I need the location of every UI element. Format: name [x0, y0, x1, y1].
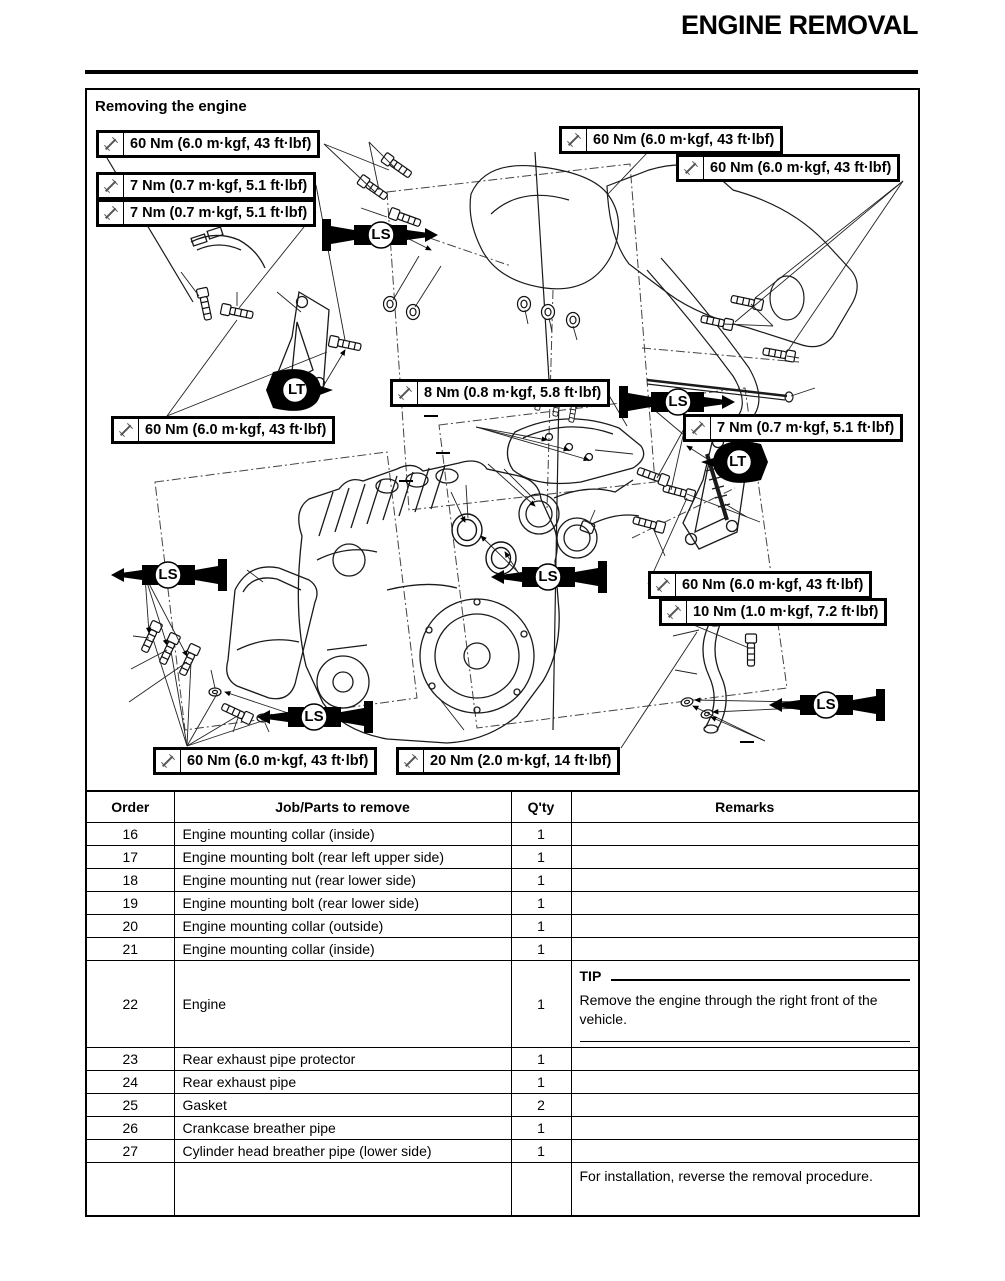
- cell-qty: 1: [511, 1116, 571, 1139]
- grease-ls-label: LS: [816, 696, 836, 714]
- grease-ls-symbol: [109, 557, 227, 593]
- torque-callout-label: 60 Nm (6.0 m·kgf, 43 ft·lbf): [130, 136, 312, 152]
- table-row: [86, 1093, 919, 1116]
- torque-wrench-icon: [393, 382, 418, 404]
- cell-order: 23: [86, 1047, 174, 1070]
- col-header-remarks: Remarks: [571, 791, 919, 823]
- torque-callout-label: 8 Nm (0.8 m·kgf, 5.8 ft·lbf): [424, 385, 602, 401]
- cell-job: Crankcase breather pipe: [174, 1116, 511, 1139]
- cell-qty: 1: [511, 823, 571, 846]
- locking-agent-lt-label: LT: [729, 453, 747, 471]
- torque-callout-label: 60 Nm (6.0 m·kgf, 43 ft·lbf): [187, 753, 369, 769]
- cell-order: 16: [86, 823, 174, 846]
- remarks-text: For installation, reverse the removal procedure.: [579, 1167, 873, 1184]
- tip-text: Remove the engine through the right front of the vehicle.: [579, 992, 878, 1027]
- torque-callout: [559, 126, 783, 154]
- cell-order: 25: [86, 1093, 174, 1116]
- col-header-job: Job/Parts to remove: [174, 791, 511, 823]
- cell-qty: 1: [511, 915, 571, 938]
- section-heading: Removing the engine: [95, 98, 247, 115]
- cell-remarks: [571, 938, 919, 961]
- cell-qty: 1: [511, 961, 571, 1048]
- grease-ls-symbol: [255, 699, 373, 735]
- torque-wrench-icon: [399, 750, 424, 772]
- cell-remarks: [571, 823, 919, 846]
- new-part-badge: [424, 415, 438, 417]
- cell-job: Rear exhaust pipe: [174, 1070, 511, 1093]
- cell-qty: 1: [511, 938, 571, 961]
- cell-order: 27: [86, 1139, 174, 1162]
- page-title: ENGINE REMOVAL: [680, 10, 918, 40]
- cell-qty: [511, 1162, 571, 1216]
- cell-qty: 2: [511, 1093, 571, 1116]
- torque-wrench-icon: [686, 417, 711, 439]
- grease-ls-symbol: [322, 217, 440, 253]
- tip-rule: [611, 979, 910, 981]
- new-part-badge: [740, 741, 754, 743]
- torque-callout-label: 7 Nm (0.7 m·kgf, 5.1 ft·lbf): [130, 205, 308, 221]
- new-part-badge: [399, 480, 413, 482]
- table-row: [86, 938, 919, 961]
- torque-callout-label: 20 Nm (2.0 m·kgf, 14 ft·lbf): [430, 753, 612, 769]
- table-row: [86, 869, 919, 892]
- table-row: [86, 846, 919, 869]
- col-header-qty: Q'ty: [511, 791, 571, 823]
- cell-remarks: [571, 1093, 919, 1116]
- figure-box: [85, 88, 920, 1217]
- tip-title: TIP: [579, 968, 602, 984]
- torque-callout: [96, 130, 320, 158]
- torque-callout: [396, 747, 620, 775]
- cell-qty: 1: [511, 846, 571, 869]
- torque-callout: [390, 379, 610, 407]
- cell-order: 24: [86, 1070, 174, 1093]
- table-row: [86, 823, 919, 846]
- torque-callout: [683, 414, 903, 442]
- table-row: [86, 892, 919, 915]
- grease-ls-label: LS: [538, 568, 558, 586]
- torque-wrench-icon: [156, 750, 181, 772]
- cell-order: 17: [86, 846, 174, 869]
- torque-callout: [96, 199, 316, 227]
- cell-order: 21: [86, 938, 174, 961]
- cell-order: 19: [86, 892, 174, 915]
- cell-qty: 1: [511, 1139, 571, 1162]
- cell-order: [86, 1162, 174, 1216]
- torque-wrench-icon: [114, 419, 139, 441]
- torque-callout-label: 60 Nm (6.0 m·kgf, 43 ft·lbf): [682, 577, 864, 593]
- cell-order: 26: [86, 1116, 174, 1139]
- locking-agent-lt-label: LT: [288, 381, 306, 399]
- cell-qty: 1: [511, 1070, 571, 1093]
- cell-job: Engine: [174, 961, 511, 1048]
- locking-agent-lt-symbol: [261, 364, 335, 416]
- torque-callout: [96, 172, 316, 200]
- torque-wrench-icon: [99, 133, 124, 155]
- table-row: [86, 1116, 919, 1139]
- grease-ls-label: LS: [371, 226, 391, 244]
- grease-ls-label: LS: [158, 566, 178, 584]
- cell-order: 20: [86, 915, 174, 938]
- cell-qty: 1: [511, 1047, 571, 1070]
- cell-remarks: [571, 1047, 919, 1070]
- cell-remarks: [571, 846, 919, 869]
- table-row: [86, 1162, 919, 1216]
- torque-callout: [676, 154, 900, 182]
- torque-callout: [111, 416, 335, 444]
- torque-callout-label: 60 Nm (6.0 m·kgf, 43 ft·lbf): [593, 132, 775, 148]
- torque-callout-label: 7 Nm (0.7 m·kgf, 5.1 ft·lbf): [717, 420, 895, 436]
- cell-job: Rear exhaust pipe protector: [174, 1047, 511, 1070]
- col-header-order: Order: [86, 791, 174, 823]
- cell-remarks: [571, 1139, 919, 1162]
- cell-remarks: [571, 961, 919, 1048]
- grease-ls-label: LS: [668, 393, 688, 411]
- cell-qty: 1: [511, 892, 571, 915]
- table-header-row: [86, 791, 919, 823]
- cell-job: Engine mounting collar (inside): [174, 823, 511, 846]
- table-row: [86, 1139, 919, 1162]
- torque-callout-label: 60 Nm (6.0 m·kgf, 43 ft·lbf): [145, 422, 327, 438]
- cell-order: 18: [86, 869, 174, 892]
- cell-order: 22: [86, 961, 174, 1048]
- cell-remarks: [571, 892, 919, 915]
- tip-bottom-rule: [580, 1041, 911, 1042]
- cell-remarks: [571, 1116, 919, 1139]
- grease-ls-label: LS: [304, 708, 324, 726]
- cell-job: Cylinder head breather pipe (lower side): [174, 1139, 511, 1162]
- torque-wrench-icon: [651, 574, 676, 596]
- engine-removal-diagram: [87, 90, 918, 790]
- cell-qty: 1: [511, 869, 571, 892]
- table-row: [86, 915, 919, 938]
- cell-job: Engine mounting collar (outside): [174, 915, 511, 938]
- locking-agent-lt-symbol: [699, 436, 773, 488]
- torque-wrench-icon: [679, 157, 704, 179]
- tip-block: [580, 964, 911, 1044]
- torque-wrench-icon: [562, 129, 587, 151]
- torque-callout: [659, 598, 887, 626]
- cell-remarks: [571, 1162, 919, 1216]
- cell-remarks: [571, 915, 919, 938]
- grease-ls-symbol: [489, 559, 607, 595]
- torque-callout-label: 60 Nm (6.0 m·kgf, 43 ft·lbf): [710, 160, 892, 176]
- table-row: [86, 961, 919, 1048]
- cell-remarks: [571, 1070, 919, 1093]
- cell-job: Engine mounting bolt (rear left upper side): [174, 846, 511, 869]
- cell-job: Gasket: [174, 1093, 511, 1116]
- torque-wrench-icon: [662, 601, 687, 623]
- cell-remarks: [571, 869, 919, 892]
- torque-wrench-icon: [99, 175, 124, 197]
- torque-callout: [648, 571, 872, 599]
- table-row: [86, 1070, 919, 1093]
- torque-callout-label: 10 Nm (1.0 m·kgf, 7.2 ft·lbf): [693, 604, 879, 620]
- torque-callout: [153, 747, 377, 775]
- torque-callout-label: 7 Nm (0.7 m·kgf, 5.1 ft·lbf): [130, 178, 308, 194]
- cell-job: Engine mounting collar (inside): [174, 938, 511, 961]
- parts-table: [85, 790, 920, 1217]
- table-row: [86, 1047, 919, 1070]
- grease-ls-symbol: [767, 687, 885, 723]
- cell-job: [174, 1162, 511, 1216]
- torque-wrench-icon: [99, 202, 124, 224]
- cell-job: Engine mounting nut (rear lower side): [174, 869, 511, 892]
- title-rule: [85, 70, 918, 74]
- new-part-badge: [436, 452, 450, 454]
- cell-job: Engine mounting bolt (rear lower side): [174, 892, 511, 915]
